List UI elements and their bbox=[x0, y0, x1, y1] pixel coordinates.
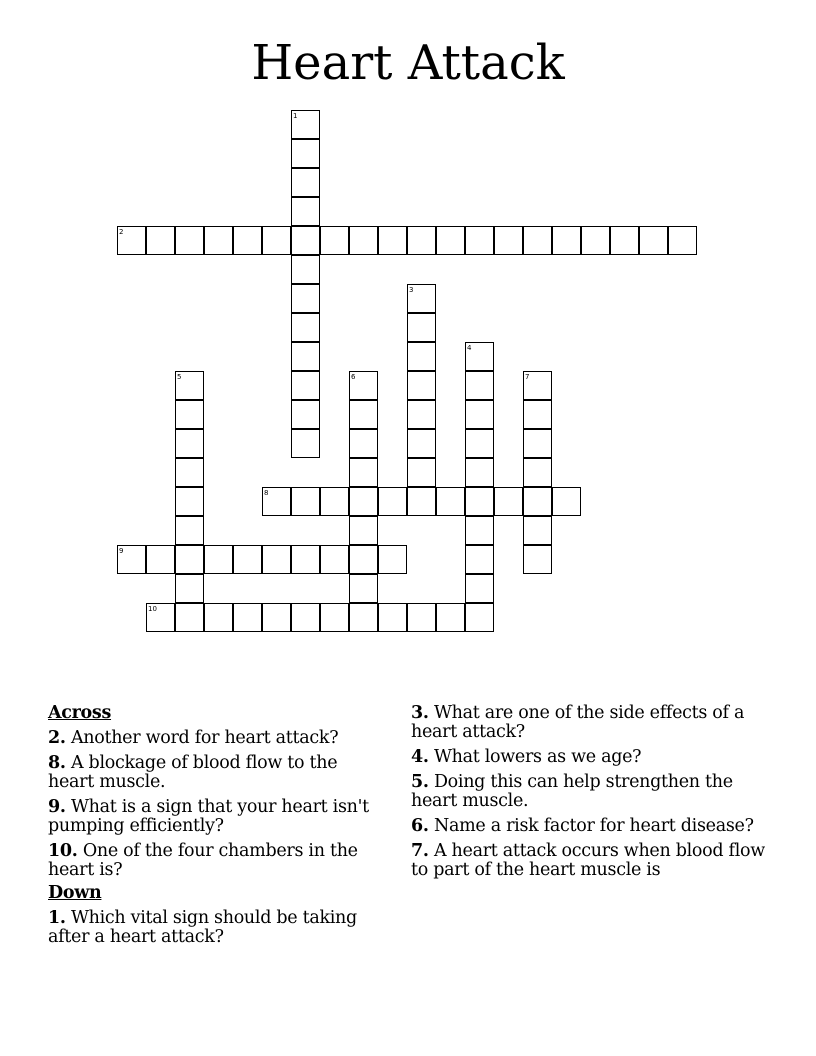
grid-cell[interactable] bbox=[291, 429, 320, 458]
clue-down-6 bbox=[411, 817, 771, 836]
clue-down-5 bbox=[411, 773, 771, 811]
grid-cell[interactable] bbox=[465, 487, 494, 516]
grid-cell[interactable] bbox=[291, 545, 320, 574]
clue-text: Which vital sign should be taking after a heart attack? bbox=[48, 908, 357, 947]
clue-text: Another word for heart attack? bbox=[70, 728, 339, 748]
grid-cell[interactable] bbox=[146, 226, 175, 255]
clue-down-1 bbox=[48, 909, 388, 947]
grid-cell[interactable] bbox=[233, 603, 262, 632]
grid-cell[interactable] bbox=[407, 487, 436, 516]
cell-number: 1 bbox=[293, 112, 298, 120]
grid-cell[interactable] bbox=[204, 603, 233, 632]
grid-cell[interactable] bbox=[349, 429, 378, 458]
grid-cell[interactable] bbox=[233, 545, 262, 574]
grid-cell[interactable] bbox=[494, 226, 523, 255]
grid-cell[interactable] bbox=[117, 545, 146, 574]
grid-cell[interactable] bbox=[407, 313, 436, 342]
clue-number: 6. bbox=[411, 816, 429, 836]
clue-text: A heart attack occurs when blood flow to part of the heart muscle is bbox=[411, 841, 765, 880]
grid-cell[interactable] bbox=[523, 371, 552, 400]
grid-cell[interactable] bbox=[465, 342, 494, 371]
cell-number: 6 bbox=[351, 373, 356, 381]
grid-cell[interactable] bbox=[610, 226, 639, 255]
grid-cell[interactable] bbox=[581, 226, 610, 255]
cell-number: 5 bbox=[177, 373, 182, 381]
grid-cell[interactable] bbox=[291, 139, 320, 168]
grid-cell[interactable] bbox=[262, 226, 291, 255]
grid-cell[interactable] bbox=[523, 429, 552, 458]
grid-cell[interactable] bbox=[465, 371, 494, 400]
grid-cell[interactable] bbox=[436, 487, 465, 516]
clue-number: 7. bbox=[411, 841, 429, 861]
cell-number: 9 bbox=[119, 547, 124, 555]
grid-cell[interactable] bbox=[523, 545, 552, 574]
grid-cell[interactable] bbox=[262, 487, 291, 516]
grid-cell[interactable] bbox=[349, 574, 378, 603]
cell-number: 3 bbox=[409, 286, 414, 294]
grid-cell[interactable] bbox=[175, 458, 204, 487]
grid-cell[interactable] bbox=[291, 487, 320, 516]
grid-cell[interactable] bbox=[378, 545, 407, 574]
clue-down-4 bbox=[411, 748, 771, 767]
clue-number: 10. bbox=[48, 841, 78, 861]
grid-cell[interactable] bbox=[465, 516, 494, 545]
grid-cell[interactable] bbox=[436, 603, 465, 632]
grid-cell[interactable] bbox=[175, 603, 204, 632]
clue-across-2 bbox=[48, 729, 388, 748]
clue-text: What is a sign that your heart isn't pumping efficiently? bbox=[48, 797, 369, 836]
cell-number: 4 bbox=[467, 344, 472, 352]
grid-cell[interactable] bbox=[349, 487, 378, 516]
grid-cell[interactable] bbox=[204, 226, 233, 255]
grid-cell[interactable] bbox=[378, 487, 407, 516]
cell-number: 2 bbox=[119, 228, 124, 236]
grid-cell[interactable] bbox=[291, 400, 320, 429]
grid-cell[interactable] bbox=[291, 342, 320, 371]
grid-cell[interactable] bbox=[320, 545, 349, 574]
grid-cell[interactable] bbox=[175, 545, 204, 574]
grid-cell[interactable] bbox=[523, 458, 552, 487]
grid-cell[interactable] bbox=[465, 603, 494, 632]
grid-cell[interactable] bbox=[639, 226, 668, 255]
clue-number: 2. bbox=[48, 728, 66, 748]
grid-cell[interactable] bbox=[262, 603, 291, 632]
grid-cell[interactable] bbox=[349, 603, 378, 632]
grid-cell[interactable] bbox=[407, 342, 436, 371]
grid-cell[interactable] bbox=[552, 226, 581, 255]
grid-cell[interactable] bbox=[523, 487, 552, 516]
grid-cell[interactable] bbox=[436, 226, 465, 255]
grid-cell[interactable] bbox=[291, 197, 320, 226]
clue-down-7 bbox=[411, 842, 771, 880]
clue-text: Doing this can help strengthen the heart muscle. bbox=[411, 772, 733, 811]
grid-cell[interactable] bbox=[552, 487, 581, 516]
clue-text: A blockage of blood flow to the heart muscle. bbox=[48, 753, 338, 792]
grid-cell[interactable] bbox=[494, 487, 523, 516]
grid-cell[interactable] bbox=[175, 226, 204, 255]
grid-cell[interactable] bbox=[291, 371, 320, 400]
clue-text: Name a risk factor for heart disease? bbox=[433, 816, 754, 836]
clue-across-10 bbox=[48, 842, 388, 880]
grid-cell[interactable] bbox=[407, 603, 436, 632]
grid-cell[interactable] bbox=[523, 400, 552, 429]
grid-cell[interactable] bbox=[175, 429, 204, 458]
grid-cell[interactable] bbox=[320, 487, 349, 516]
clue-number: 3. bbox=[411, 703, 429, 723]
grid-cell[interactable] bbox=[320, 603, 349, 632]
grid-cell[interactable] bbox=[349, 400, 378, 429]
grid-cell[interactable] bbox=[523, 516, 552, 545]
grid-cell[interactable] bbox=[465, 458, 494, 487]
grid-cell[interactable] bbox=[465, 400, 494, 429]
clues-column-left bbox=[48, 704, 388, 947]
page-title: Heart Attack bbox=[251, 35, 565, 91]
grid-cell[interactable] bbox=[291, 603, 320, 632]
grid-cell[interactable] bbox=[175, 371, 204, 400]
grid-cell[interactable] bbox=[349, 371, 378, 400]
grid-cell[interactable] bbox=[291, 255, 320, 284]
grid-cell[interactable] bbox=[291, 284, 320, 313]
clue-down-3 bbox=[411, 704, 771, 742]
cell-number: 7 bbox=[525, 373, 530, 381]
clue-text: One of the four chambers in the heart is? bbox=[48, 841, 358, 880]
cell-number: 10 bbox=[148, 605, 157, 613]
grid-cell[interactable] bbox=[465, 429, 494, 458]
cell-number: 8 bbox=[264, 489, 269, 497]
grid-cell[interactable] bbox=[349, 458, 378, 487]
grid-cell[interactable] bbox=[407, 284, 436, 313]
grid-cell[interactable] bbox=[146, 603, 175, 632]
grid-cell[interactable] bbox=[349, 516, 378, 545]
grid-cell[interactable] bbox=[378, 603, 407, 632]
grid-cell[interactable] bbox=[465, 226, 494, 255]
grid-cell[interactable] bbox=[320, 226, 349, 255]
grid-cell[interactable] bbox=[407, 429, 436, 458]
grid-cell[interactable] bbox=[407, 226, 436, 255]
grid-cell[interactable] bbox=[204, 545, 233, 574]
grid-cell[interactable] bbox=[262, 545, 291, 574]
grid-cell[interactable] bbox=[291, 226, 320, 255]
clue-text: What are one of the side effects of a heart attack? bbox=[411, 703, 745, 742]
clue-number: 9. bbox=[48, 797, 66, 817]
grid-cell[interactable] bbox=[117, 226, 146, 255]
grid-cell[interactable] bbox=[291, 110, 320, 139]
grid-cell[interactable] bbox=[465, 545, 494, 574]
down-heading: Down bbox=[48, 883, 102, 903]
clue-across-8 bbox=[48, 754, 388, 792]
grid-cell[interactable] bbox=[407, 458, 436, 487]
grid-cell[interactable] bbox=[175, 487, 204, 516]
grid-cell[interactable] bbox=[407, 400, 436, 429]
clue-number: 1. bbox=[48, 908, 66, 928]
grid-cell[interactable] bbox=[349, 226, 378, 255]
grid-cell[interactable] bbox=[233, 226, 262, 255]
grid-cell[interactable] bbox=[175, 400, 204, 429]
grid-cell[interactable] bbox=[465, 574, 494, 603]
grid-cell[interactable] bbox=[291, 313, 320, 342]
grid-cell[interactable] bbox=[668, 226, 697, 255]
grid-cell[interactable] bbox=[291, 168, 320, 197]
clue-number: 8. bbox=[48, 753, 66, 773]
grid-cell[interactable] bbox=[175, 574, 204, 603]
grid-cell[interactable] bbox=[349, 545, 378, 574]
grid-cell[interactable] bbox=[407, 371, 436, 400]
clue-text: What lowers as we age? bbox=[433, 747, 642, 767]
clue-number: 5. bbox=[411, 772, 429, 792]
clue-number: 4. bbox=[411, 747, 429, 767]
grid-cell[interactable] bbox=[175, 516, 204, 545]
grid-cell[interactable] bbox=[523, 226, 552, 255]
across-heading: Across bbox=[48, 703, 112, 723]
clues-column-right bbox=[411, 704, 771, 880]
clue-across-9 bbox=[48, 798, 388, 836]
grid-cell[interactable] bbox=[378, 226, 407, 255]
grid-cell[interactable] bbox=[146, 545, 175, 574]
